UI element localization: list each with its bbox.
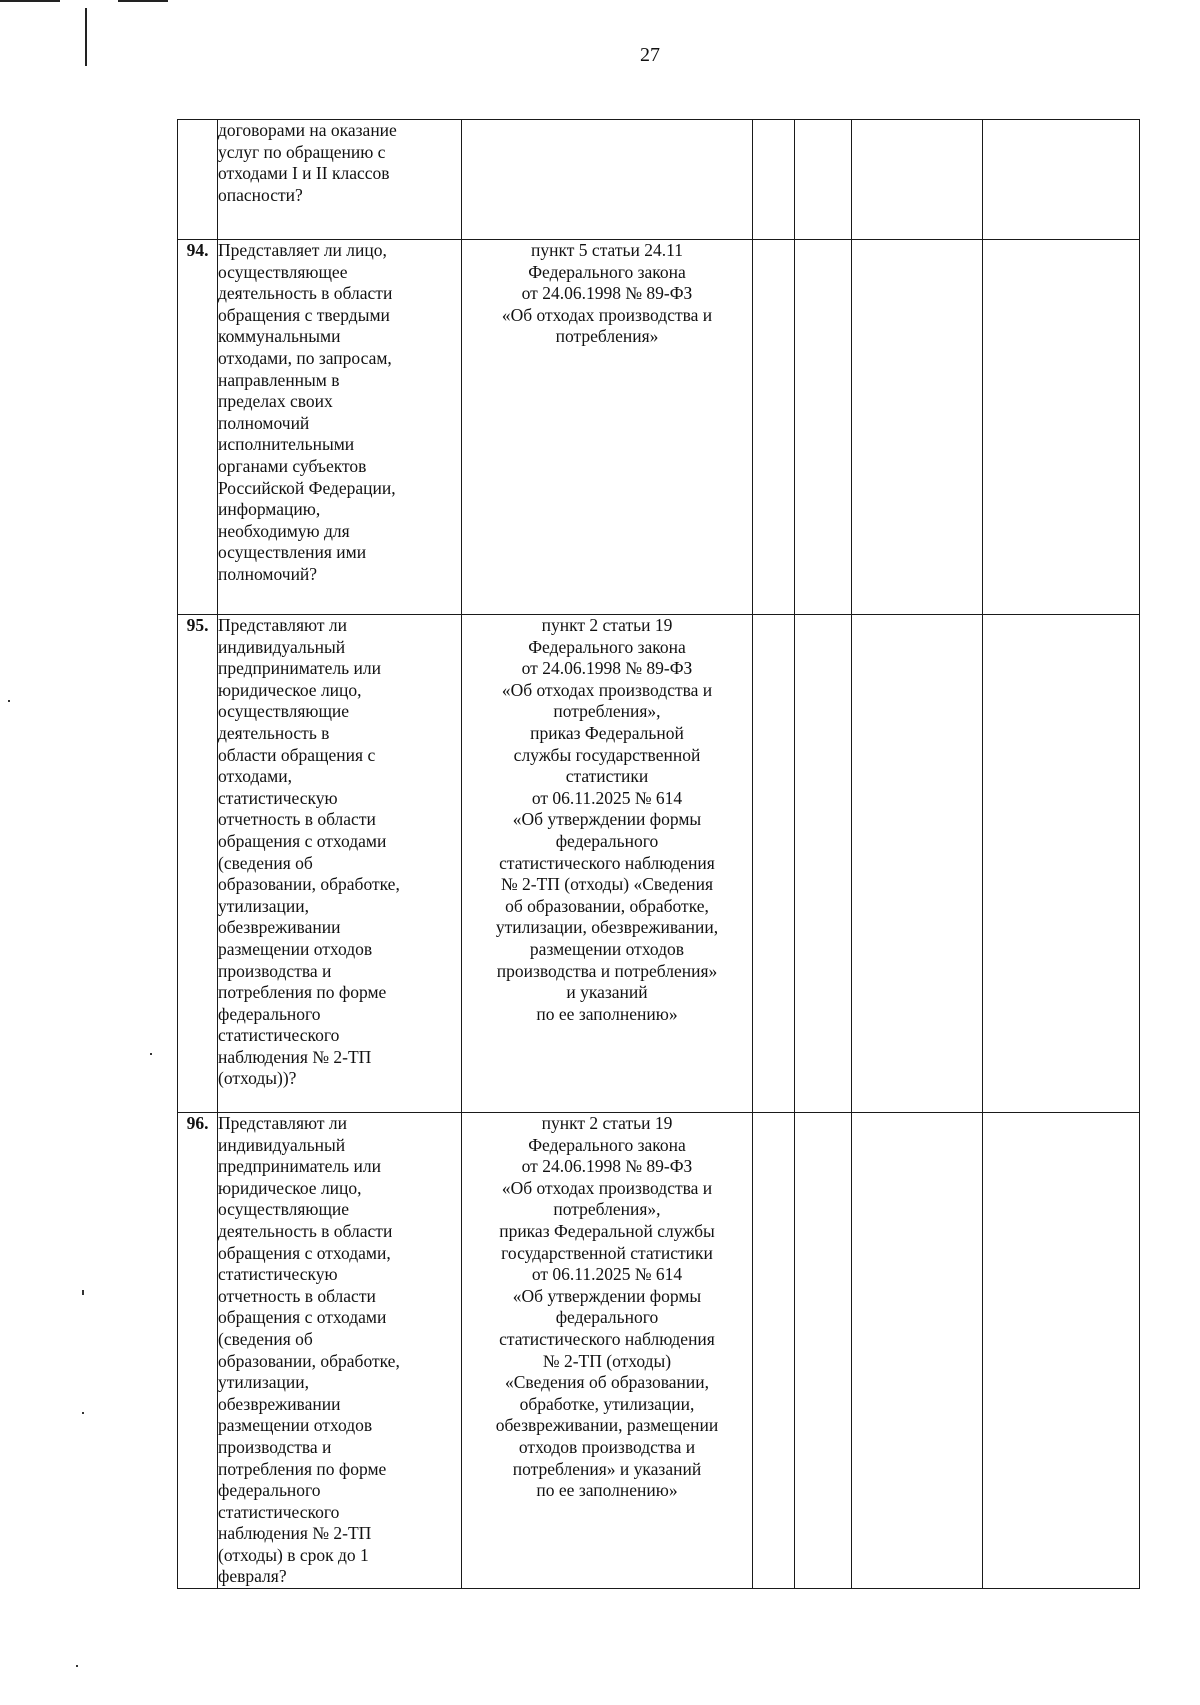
- question-line: осуществляющие: [218, 1199, 350, 1220]
- table-row: [178, 120, 1140, 240]
- reference-line: приказ Федеральной: [530, 722, 684, 743]
- question-line: статистическую: [218, 1264, 338, 1285]
- question-line: наблюдения № 2-ТП: [218, 1046, 372, 1067]
- scan-mark-top-left: [0, 0, 60, 2]
- reference-line: «Об утверждении формы: [512, 809, 702, 830]
- scan-dot: [76, 1665, 78, 1667]
- question-line: (сведения об: [218, 1328, 313, 1349]
- question-line: индивидуальный: [218, 1134, 346, 1155]
- question-line: коммунальными: [218, 326, 341, 347]
- question-line: отчетность в области: [218, 809, 376, 830]
- reference-line: производства и потребления»: [496, 960, 718, 981]
- question-line: отходами, по запросам,: [218, 347, 392, 368]
- table-row: [178, 1113, 1140, 1589]
- answer-na-cell[interactable]: [852, 240, 983, 615]
- question-line: Представляют ли: [218, 1113, 348, 1133]
- scan-dot: [82, 1290, 84, 1295]
- reference-line: от 24.06.1998 № 89-ФЗ: [521, 283, 693, 304]
- question-line: производства и: [218, 1436, 332, 1457]
- question-line: размещении отходов: [218, 1415, 373, 1436]
- reference-line: потребления»: [555, 326, 659, 347]
- page-number: 27: [640, 44, 660, 66]
- question-line: информацию,: [218, 499, 321, 520]
- row-number-cell: 95.: [178, 615, 218, 1113]
- question-line: предприниматель или: [218, 658, 382, 679]
- question-line: осуществляющее: [218, 261, 348, 282]
- question-line: обезвреживании: [218, 917, 341, 938]
- reference-line: по ее заполнению»: [536, 1003, 678, 1024]
- question-line: федерального: [218, 1480, 321, 1501]
- question-line: обращения с твердыми: [218, 304, 390, 325]
- reference-line: и указаний: [566, 982, 648, 1003]
- reference-line: статистического наблюдения: [499, 852, 715, 873]
- question-line: февраля?: [218, 1566, 287, 1587]
- legal-reference-cell: [462, 615, 753, 1113]
- reference-line: «Об отходах производства и: [501, 1177, 713, 1198]
- scan-dot: [150, 1053, 152, 1055]
- question-line: (отходы) в срок до 1: [218, 1544, 369, 1565]
- reference-line: от 06.11.2025 № 614: [531, 787, 683, 808]
- question-line: юридическое лицо,: [218, 679, 362, 700]
- question-line: обезвреживании: [218, 1393, 341, 1414]
- question-line: утилизации,: [218, 895, 310, 916]
- question-line: деятельность в области: [218, 283, 393, 304]
- note-cell[interactable]: [983, 615, 1140, 1113]
- answer-yes-cell[interactable]: [753, 120, 795, 240]
- reference-line: «Об отходах производства и: [501, 679, 713, 700]
- question-cell: [218, 240, 462, 615]
- question-line: осуществляющие: [218, 701, 350, 722]
- question-line: потребления по форме: [218, 982, 387, 1003]
- question-cell: [218, 120, 462, 240]
- reference-line: «Об отходах производства и: [501, 304, 713, 325]
- legal-reference-cell: [462, 240, 753, 615]
- reference-line: пункт 5 статьи 24.11: [531, 240, 683, 260]
- row-number-cell: 94.: [178, 240, 218, 615]
- question-line: обращения с отходами: [218, 1307, 387, 1328]
- question-line: необходимую для: [218, 520, 350, 541]
- scan-dot: [82, 1412, 84, 1414]
- question-line: наблюдения № 2-ТП: [218, 1523, 372, 1544]
- answer-no-cell[interactable]: [795, 1113, 852, 1589]
- question-line: отчетность в области: [218, 1285, 376, 1306]
- reference-line: Федерального закона: [528, 261, 686, 282]
- question-line: юридическое лицо,: [218, 1177, 362, 1198]
- answer-na-cell[interactable]: [852, 120, 983, 240]
- reference-line: по ее заполнению»: [536, 1480, 678, 1501]
- reference-line: Федерального закона: [528, 1134, 686, 1155]
- question-line: обращения с отходами: [218, 830, 387, 851]
- answer-na-cell[interactable]: [852, 1113, 983, 1589]
- question-line: образовании, обработке,: [218, 1350, 400, 1371]
- question-line: утилизации,: [218, 1372, 310, 1393]
- reference-line: Федерального закона: [528, 636, 686, 657]
- question-line: статистического: [218, 1501, 340, 1522]
- table-row: [178, 615, 1140, 1113]
- reference-line: № 2-ТП (отходы): [542, 1350, 672, 1371]
- reference-line: от 24.06.1998 № 89-ФЗ: [521, 1156, 693, 1177]
- reference-line: об образовании, обработке,: [505, 895, 709, 916]
- answer-no-cell[interactable]: [795, 120, 852, 240]
- reference-line: обезвреживании, размещении: [495, 1415, 719, 1436]
- question-line: полномочий?: [218, 563, 318, 584]
- question-cell: [218, 1113, 462, 1589]
- question-line: области обращения с: [218, 744, 376, 765]
- question-line: услуг по обращению с: [218, 141, 386, 162]
- question-line: договорами на оказание: [218, 120, 397, 140]
- reference-line: от 06.11.2025 № 614: [531, 1264, 683, 1285]
- answer-no-cell[interactable]: [795, 240, 852, 615]
- table-row: [178, 240, 1140, 615]
- answer-na-cell[interactable]: [852, 615, 983, 1113]
- question-line: федерального: [218, 1003, 321, 1024]
- question-line: (отходы))?: [218, 1068, 297, 1089]
- answer-yes-cell[interactable]: [753, 240, 795, 615]
- question-cell: [218, 615, 462, 1113]
- reference-line: пункт 2 статьи 19: [541, 615, 673, 635]
- question-line: статистического: [218, 1025, 340, 1046]
- question-line: (сведения об: [218, 852, 313, 873]
- reference-line: потребления»,: [553, 701, 661, 722]
- reference-line: потребления»,: [553, 1199, 661, 1220]
- question-line: образовании, обработке,: [218, 874, 400, 895]
- question-line: статистическую: [218, 787, 338, 808]
- reference-line: размещении отходов: [529, 938, 685, 959]
- question-line: индивидуальный: [218, 636, 346, 657]
- answer-yes-cell[interactable]: [753, 615, 795, 1113]
- scan-dot: [8, 700, 10, 702]
- legal-reference-cell: [462, 1113, 753, 1589]
- answer-yes-cell[interactable]: [753, 1113, 795, 1589]
- reference-line: отходов производства и: [518, 1436, 696, 1457]
- reference-line: пункт 2 статьи 19: [541, 1113, 673, 1133]
- reference-line: статистики: [565, 766, 649, 787]
- question-line: органами субъектов: [218, 455, 367, 476]
- reference-line: «Об утверждении формы: [512, 1285, 702, 1306]
- row-number-cell: 96.: [178, 1113, 218, 1589]
- question-line: отходами,: [218, 766, 292, 787]
- question-line: осуществления ими: [218, 542, 367, 563]
- reference-line: федерального: [555, 1307, 659, 1328]
- question-line: деятельность в области: [218, 1220, 393, 1241]
- reference-line: от 24.06.1998 № 89-ФЗ: [521, 658, 693, 679]
- note-cell[interactable]: [983, 240, 1140, 615]
- question-line: Представляет ли лицо,: [218, 240, 387, 260]
- question-line: обращения с отходами,: [218, 1242, 391, 1263]
- question-line: исполнительными: [218, 434, 355, 455]
- reference-line: государственной статистики: [501, 1242, 713, 1263]
- question-line: Представляют ли: [218, 615, 348, 635]
- question-line: опасности?: [218, 184, 303, 205]
- reference-line: «Сведения об образовании,: [505, 1372, 709, 1393]
- answer-no-cell[interactable]: [795, 615, 852, 1113]
- reference-line: обработке, утилизации,: [519, 1393, 695, 1414]
- reference-line: приказ Федеральной службы: [499, 1220, 715, 1241]
- note-cell[interactable]: [983, 120, 1140, 240]
- legal-reference-cell: [462, 120, 753, 240]
- note-cell[interactable]: [983, 1113, 1140, 1589]
- row-number-cell: [178, 120, 218, 240]
- scan-mark-top-short: [118, 0, 168, 2]
- question-line: Российской Федерации,: [218, 477, 396, 498]
- question-line: пределах своих: [218, 391, 333, 412]
- question-line: потребления по форме: [218, 1458, 387, 1479]
- reference-line: службы государственной: [513, 744, 701, 765]
- question-line: размещении отходов: [218, 938, 373, 959]
- reference-line: № 2-ТП (отходы) «Сведения: [500, 874, 714, 895]
- question-line: предприниматель или: [218, 1156, 382, 1177]
- question-line: направленным в: [218, 369, 340, 390]
- reference-line: федерального: [555, 830, 659, 851]
- reference-line: потребления» и указаний: [512, 1458, 702, 1479]
- question-line: деятельность в: [218, 722, 330, 743]
- question-line: полномочий: [218, 412, 310, 433]
- reference-line: статистического наблюдения: [499, 1328, 715, 1349]
- checklist-table: [177, 119, 1140, 1589]
- question-line: отходами I и II классов: [218, 163, 390, 184]
- question-line: производства и: [218, 960, 332, 981]
- reference-line: утилизации, обезвреживании,: [495, 917, 719, 938]
